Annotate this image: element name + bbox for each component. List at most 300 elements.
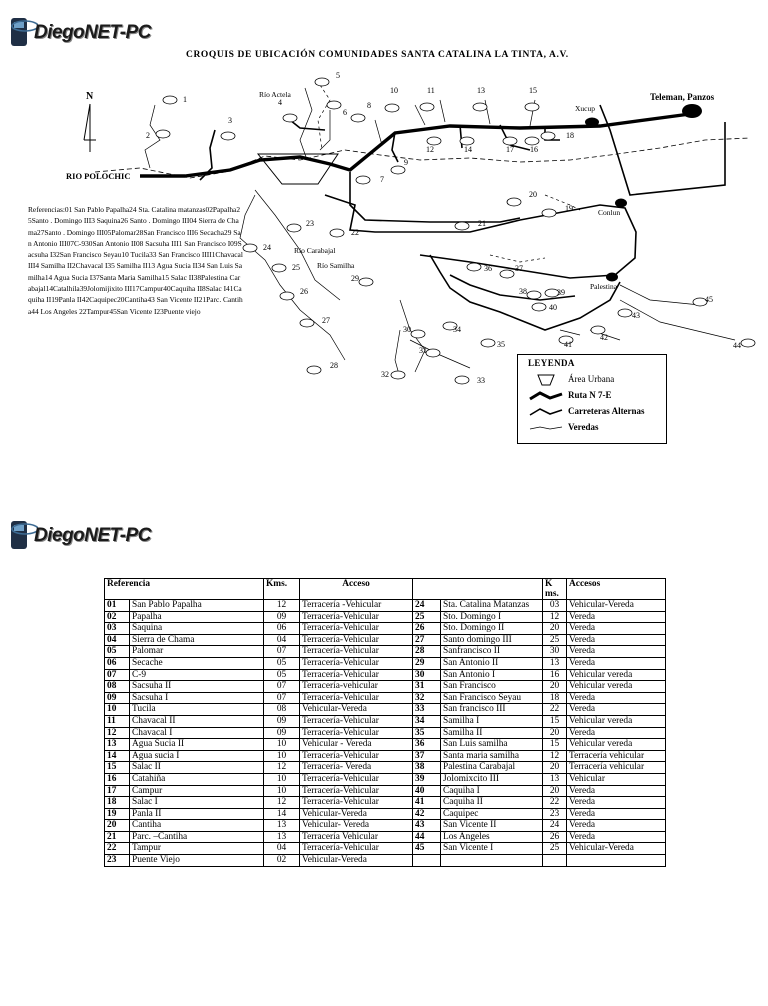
- town-xucup-marker: [585, 118, 599, 127]
- community-marker-25: [272, 264, 286, 272]
- community-number-22: 22: [351, 228, 359, 237]
- table-row: [105, 820, 666, 832]
- legend: [517, 354, 667, 444]
- community-marker-26: [280, 292, 294, 300]
- community-number-14: 14: [464, 145, 472, 154]
- legend-title: LEYENDA: [528, 358, 575, 368]
- community-name: Tucila: [130, 704, 264, 716]
- kms-2: 12: [543, 750, 567, 762]
- community-name-2: Samilha II: [441, 727, 543, 739]
- ref-number: 14: [105, 750, 130, 762]
- logo-text: DiegoNET-PC: [34, 22, 151, 43]
- community-name: Sierra de Chama: [130, 634, 264, 646]
- label-palestina: Palestina: [590, 282, 618, 291]
- kms-2: 26: [543, 831, 567, 843]
- ref-number: 07: [105, 669, 130, 681]
- community-number-29: 29: [351, 274, 359, 283]
- ref-number-2: 42: [413, 808, 441, 820]
- table-row: [105, 750, 666, 762]
- table-row: [105, 785, 666, 797]
- access-type: Terracería-Vehicular: [300, 773, 413, 785]
- community-marker-12: [427, 137, 441, 145]
- community-marker-13: [473, 103, 487, 111]
- community-name: Agua sucia I: [130, 750, 264, 762]
- kms-2: 13: [543, 657, 567, 669]
- ref-number: 19: [105, 808, 130, 820]
- community-name-2: Samilha I: [441, 715, 543, 727]
- community-marker-16: [525, 137, 539, 145]
- community-number-38: 38: [519, 287, 527, 296]
- access-type-2: Vereda: [567, 623, 666, 635]
- table-row: [105, 797, 666, 809]
- kms-2: 20: [543, 785, 567, 797]
- references-table: [104, 578, 666, 867]
- kms: 14: [264, 808, 300, 820]
- table-row: [105, 704, 666, 716]
- label-rio-carabajal: Río Carabajal: [294, 246, 336, 255]
- community-name: Agua Sucia II: [130, 739, 264, 751]
- ref-number: 06: [105, 657, 130, 669]
- community-name-2: Jolomixcito III: [441, 773, 543, 785]
- ref-number: 11: [105, 715, 130, 727]
- town-conlun-marker: [615, 199, 627, 208]
- table-row: [105, 623, 666, 635]
- label-rio-samilha: Río Samilha: [317, 261, 355, 270]
- header-referencia: Referencia: [105, 579, 264, 600]
- community-name-2: Caquipec: [441, 808, 543, 820]
- community-number-24: 24: [263, 243, 271, 252]
- table-row: [105, 600, 666, 612]
- ref-number-2: 34: [413, 715, 441, 727]
- community-name: Chavacal I: [130, 727, 264, 739]
- ref-number-2: 40: [413, 785, 441, 797]
- access-type-2: Vereda: [567, 727, 666, 739]
- label-teleman: Teleman, Panzos: [650, 92, 715, 102]
- kms-2: 22: [543, 797, 567, 809]
- kms-2: 23: [543, 808, 567, 820]
- community-number-26: 26: [300, 287, 308, 296]
- ref-number-2: 36: [413, 739, 441, 751]
- access-type: Terracería -Vehicular: [300, 600, 413, 612]
- kms: 05: [264, 669, 300, 681]
- table-row: [105, 773, 666, 785]
- table-row: [105, 831, 666, 843]
- legend-item-route: [528, 389, 663, 403]
- ref-number: 10: [105, 704, 130, 716]
- community-number-18: 18: [566, 131, 574, 140]
- ref-number: 23: [105, 855, 130, 867]
- community-marker-27: [300, 319, 314, 327]
- kms: 09: [264, 715, 300, 727]
- community-marker-29: [359, 278, 373, 286]
- ref-number: 02: [105, 611, 130, 623]
- community-number-42: 42: [600, 333, 608, 342]
- community-number-12: 12: [426, 145, 434, 154]
- access-type-2: Vehicular: [567, 773, 666, 785]
- table-row: [105, 843, 666, 855]
- access-type-2: Vehicular vereda: [567, 715, 666, 727]
- kms: 12: [264, 600, 300, 612]
- kms: 07: [264, 692, 300, 704]
- kms: 13: [264, 831, 300, 843]
- north-arrow-icon: [84, 104, 96, 152]
- community-number-4: 4: [278, 98, 282, 107]
- community-name-2: Sanfrancisco II: [441, 646, 543, 658]
- community-name-2: San Antonio I: [441, 669, 543, 681]
- kms-2: 13: [543, 773, 567, 785]
- table-row: [105, 681, 666, 693]
- access-type: Terracería-Vehicular: [300, 623, 413, 635]
- ref-number-2: 31: [413, 681, 441, 693]
- community-name-2: Sto. Domingo I: [441, 611, 543, 623]
- community-name-2: Santo domingo III: [441, 634, 543, 646]
- community-name: Catahiña: [130, 773, 264, 785]
- kms: 08: [264, 704, 300, 716]
- community-number-28: 28: [330, 361, 338, 370]
- kms-2: 03: [543, 600, 567, 612]
- community-number-19: 19: [565, 204, 573, 213]
- kms-2: 25: [543, 634, 567, 646]
- ref-number: 15: [105, 762, 130, 774]
- community-marker-4: [283, 114, 297, 122]
- community-number-44: 44: [733, 341, 741, 350]
- ref-number-2: 43: [413, 820, 441, 832]
- kms-2: 20: [543, 681, 567, 693]
- access-type-2: Terracería vehicular: [567, 762, 666, 774]
- kms-2: 20: [543, 727, 567, 739]
- community-number-40: 40: [549, 303, 557, 312]
- community-number-15: 15: [529, 86, 537, 95]
- community-number-35: 35: [497, 340, 505, 349]
- access-type-2: Vereda: [567, 657, 666, 669]
- table-row: [105, 657, 666, 669]
- kms: 05: [264, 657, 300, 669]
- table-row: [105, 611, 666, 623]
- north-label: N: [86, 91, 94, 102]
- community-marker-10: [385, 104, 399, 112]
- access-type: Terracería Vehicular: [300, 831, 413, 843]
- ref-number: 21: [105, 831, 130, 843]
- table-row: [105, 855, 666, 867]
- header-kms: Kms.: [264, 579, 300, 600]
- access-type-2: Vereda: [567, 692, 666, 704]
- ref-number-2: 30: [413, 669, 441, 681]
- kms: 04: [264, 843, 300, 855]
- ref-number-2: 25: [413, 611, 441, 623]
- community-marker-5: [315, 78, 329, 86]
- community-marker-37: [500, 270, 514, 278]
- kms-2: 20: [543, 623, 567, 635]
- community-name-2: Los Angeles: [441, 831, 543, 843]
- community-name-2: Palestina Carabajal: [441, 762, 543, 774]
- access-type: Terracería- Vereda: [300, 762, 413, 774]
- community-number-8: 8: [367, 101, 371, 110]
- community-name-2: Caquiha II: [441, 797, 543, 809]
- town-teleman-marker: [682, 104, 702, 118]
- access-type: Terracería-Vehicular: [300, 634, 413, 646]
- community-name: San Pablo Papalha: [130, 600, 264, 612]
- community-marker-21: [455, 222, 469, 230]
- ref-number-2: 27: [413, 634, 441, 646]
- urban-area-icon: [528, 373, 564, 387]
- header-acceso: Acceso: [300, 579, 413, 600]
- legend-item-urban: [528, 373, 663, 387]
- header-accesos: Accesos: [567, 579, 666, 600]
- legend-item-alternate: [528, 405, 663, 419]
- community-number-33: 33: [477, 376, 485, 385]
- community-number-10: 10: [390, 86, 398, 95]
- community-number-34: 34: [453, 325, 461, 334]
- community-marker-8: [351, 114, 365, 122]
- community-marker-33: [455, 376, 469, 384]
- town-palestina-marker: [606, 273, 618, 282]
- community-name-2: San francisco III: [441, 704, 543, 716]
- community-number-30: 30: [403, 325, 411, 334]
- ref-number: 12: [105, 727, 130, 739]
- label-rio-polochic: RIO POLOCHIC: [66, 171, 131, 181]
- community-number-16: 16: [530, 145, 538, 154]
- access-type: Vehicular-Vereda: [300, 704, 413, 716]
- kms-2: 30: [543, 646, 567, 658]
- community-number-31: 31: [419, 346, 427, 355]
- community-number-43: 43: [632, 311, 640, 320]
- community-number-41: 41: [564, 340, 572, 349]
- community-marker-18: [541, 132, 555, 140]
- community-number-45: 45: [705, 295, 713, 304]
- community-name: Sacsuha I: [130, 692, 264, 704]
- community-name: Salac I: [130, 797, 264, 809]
- community-marker-20: [507, 198, 521, 206]
- access-type-2: Terracería vehicular: [567, 750, 666, 762]
- access-type-2: Vehicular-Vereda: [567, 600, 666, 612]
- kms: 09: [264, 611, 300, 623]
- community-marker-1: [163, 96, 177, 104]
- community-marker-17: [503, 137, 517, 145]
- community-number-11: 11: [427, 86, 435, 95]
- community-name: Papalha: [130, 611, 264, 623]
- community-number-27: 27: [322, 316, 330, 325]
- community-number-5: 5: [336, 71, 340, 80]
- community-marker-7: [356, 176, 370, 184]
- community-name: Palomar: [130, 646, 264, 658]
- kms-2: 12: [543, 611, 567, 623]
- community-name-2: San Antonio II: [441, 657, 543, 669]
- ref-number: 13: [105, 739, 130, 751]
- community-number-37: 37: [515, 264, 523, 273]
- access-type-2: Vehicular vereda: [567, 739, 666, 751]
- community-marker-19: [542, 209, 556, 217]
- ref-number: 04: [105, 634, 130, 646]
- community-name: Tampur: [130, 843, 264, 855]
- ref-number-2: 44: [413, 831, 441, 843]
- map-title: CROQUIS DE UBICACIÓN COMUNIDADES SANTA CATALINA LA TINTA, A.V.: [186, 50, 569, 60]
- community-marker-43: [618, 309, 632, 317]
- header-blank: [413, 579, 543, 600]
- community-number-23: 23: [306, 219, 314, 228]
- community-name-2: San Vicente II: [441, 820, 543, 832]
- ref-number-2: 32: [413, 692, 441, 704]
- ref-number-2: 33: [413, 704, 441, 716]
- ref-number-2: 41: [413, 797, 441, 809]
- kms: 10: [264, 785, 300, 797]
- community-marker-30: [411, 330, 425, 338]
- access-type: Terracería-vehicular: [300, 681, 413, 693]
- access-type-2: [567, 855, 666, 867]
- ref-number: 20: [105, 820, 130, 832]
- access-type: Vehicular- Vereda: [300, 820, 413, 832]
- ref-number-2: 35: [413, 727, 441, 739]
- alternate-road-icon: [528, 405, 564, 419]
- ref-number: 22: [105, 843, 130, 855]
- community-name-2: San Vicente I: [441, 843, 543, 855]
- access-type: Terracería-Vehicular: [300, 646, 413, 658]
- ref-number: 09: [105, 692, 130, 704]
- community-marker-40: [532, 303, 546, 311]
- community-marker-32: [391, 371, 405, 379]
- community-name: Chavacal II: [130, 715, 264, 727]
- community-marker-11: [420, 103, 434, 111]
- community-number-39: 39: [557, 288, 565, 297]
- ref-number-2: 37: [413, 750, 441, 762]
- kms: 10: [264, 750, 300, 762]
- header-kms-2: K ms.: [543, 579, 567, 600]
- access-type: Terracería-Vehicular: [300, 785, 413, 797]
- kms: 12: [264, 797, 300, 809]
- access-type-2: Vehicular vereda: [567, 669, 666, 681]
- community-name: Saquina: [130, 623, 264, 635]
- ref-number-2: [413, 855, 441, 867]
- community-name-2: San Francisco Seyau: [441, 692, 543, 704]
- access-type: Terracería-Vehicular: [300, 657, 413, 669]
- community-marker-22: [330, 229, 344, 237]
- community-number-7: 7: [380, 175, 384, 184]
- ref-number-2: 39: [413, 773, 441, 785]
- access-type: Terracería-Vehicular: [300, 727, 413, 739]
- logo-2: [8, 511, 151, 559]
- ref-number: 05: [105, 646, 130, 658]
- ref-number: 17: [105, 785, 130, 797]
- kms: 04: [264, 634, 300, 646]
- table-row: [105, 646, 666, 658]
- kms: 07: [264, 646, 300, 658]
- access-type: Vehicular - Vereda: [300, 739, 413, 751]
- kms-2: 24: [543, 820, 567, 832]
- access-type: Terracería-Vehicular: [300, 669, 413, 681]
- access-type: Terracería-Vehicular: [300, 611, 413, 623]
- kms: 06: [264, 623, 300, 635]
- kms: 07: [264, 681, 300, 693]
- community-number-9: 9: [404, 158, 408, 167]
- community-name: Secache: [130, 657, 264, 669]
- community-marker-44: [741, 339, 755, 347]
- community-marker-6: [327, 101, 341, 109]
- ref-number-2: 38: [413, 762, 441, 774]
- legend-item-vereda: [528, 421, 663, 435]
- ref-number-2: 26: [413, 623, 441, 635]
- community-name-2: Caquiha I: [441, 785, 543, 797]
- kms-2: 16: [543, 669, 567, 681]
- table-header-row: [105, 579, 666, 600]
- table-row: [105, 739, 666, 751]
- references-text: Referencias:01 San Pablo Papalha24 Sta. Catalina matanzas02Papalha25Santo . Domingo III3 Saquina26 Santo . Domingo III04 Sierra de Chama27Santo . Domingo III05Palomar28San Francisco III6 Secacha29 San Antonio III07C-930San Antonio II08 Sacsuha III1 San Francisco I09Sacsuha I32San Francisco Seyau10 Tucila33 San Francisco IIII1Chavacal III4 Samilha II2Chavacal I35 Samilha II13 Agua Sucia II34 San Luis Samilha14 Agua Sucia I37Santa Maria Samilha15 Salac II38Palestina Carabajal14Catalhila39Jolomijixito III17Campur40Caquiha II8Salac I41Caquiha II19Panla II42Caquipec20Cantiha43 San Vicente II21Parc. Cantiha44 Los Angeles 22Tampur45San Vicente I23Puente viejo: [28, 205, 243, 316]
- access-type-2: Vehicular vereda: [567, 681, 666, 693]
- community-marker-38: [527, 291, 541, 299]
- kms: 10: [264, 773, 300, 785]
- table-row: [105, 715, 666, 727]
- community-name: Sacsuha II: [130, 681, 264, 693]
- ref-number: 01: [105, 600, 130, 612]
- community-number-36: 36: [484, 264, 492, 273]
- label-rio-actela: Río Actela: [259, 90, 291, 99]
- community-name: Panla II: [130, 808, 264, 820]
- ref-number: 16: [105, 773, 130, 785]
- community-marker-9: [391, 166, 405, 174]
- ref-number-2: 45: [413, 843, 441, 855]
- access-type-2: Vereda: [567, 646, 666, 658]
- legend-label: Veredas: [568, 422, 599, 432]
- kms-2: 20: [543, 762, 567, 774]
- kms-2: 15: [543, 739, 567, 751]
- community-name-2: [441, 855, 543, 867]
- kms: 12: [264, 762, 300, 774]
- access-type-2: Vereda: [567, 808, 666, 820]
- kms: 02: [264, 855, 300, 867]
- table-row: [105, 669, 666, 681]
- community-number-20: 20: [529, 190, 537, 199]
- access-type: Terracería-Vehicular: [300, 750, 413, 762]
- access-type-2: Vereda: [567, 831, 666, 843]
- kms-2: 18: [543, 692, 567, 704]
- community-number-1: 1: [183, 95, 187, 104]
- community-name: Campur: [130, 785, 264, 797]
- community-marker-28: [307, 366, 321, 374]
- logo-text: DiegoNET-PC: [34, 525, 151, 546]
- access-type: Terracería-Vehicular: [300, 843, 413, 855]
- kms: 09: [264, 727, 300, 739]
- community-marker-36: [467, 263, 481, 271]
- access-type-2: Vereda: [567, 797, 666, 809]
- access-type-2: Vereda: [567, 704, 666, 716]
- access-type: Terracería-Vehicular: [300, 715, 413, 727]
- community-name: Parc. –Cantiha: [130, 831, 264, 843]
- access-type: Terracería-Vehicular: [300, 797, 413, 809]
- community-marker-3: [221, 132, 235, 140]
- table-row: [105, 762, 666, 774]
- legend-label: Área Urbana: [568, 374, 615, 384]
- community-marker-24: [243, 244, 257, 252]
- access-type: Vehicular-Vereda: [300, 808, 413, 820]
- label-conlun: Conlun: [598, 208, 621, 217]
- community-marker-23: [287, 224, 301, 232]
- kms-2: 15: [543, 715, 567, 727]
- community-name-2: Sto. Domingo II: [441, 623, 543, 635]
- community-marker-2: [156, 130, 170, 138]
- ref-number-2: 28: [413, 646, 441, 658]
- label-xucup: Xucup: [575, 104, 595, 113]
- community-number-13: 13: [477, 86, 485, 95]
- community-number-17: 17: [506, 145, 514, 154]
- community-name-2: San Francisco: [441, 681, 543, 693]
- community-name: Puente Viejo: [130, 855, 264, 867]
- ref-number-2: 29: [413, 657, 441, 669]
- access-type-2: Vereda: [567, 634, 666, 646]
- community-number-2: 2: [146, 131, 150, 140]
- ref-number: 18: [105, 797, 130, 809]
- ref-number: 03: [105, 623, 130, 635]
- access-type: Vehicular-Vereda: [300, 855, 413, 867]
- main-route-icon: [528, 389, 564, 403]
- community-name-2: San Luis samilha: [441, 739, 543, 751]
